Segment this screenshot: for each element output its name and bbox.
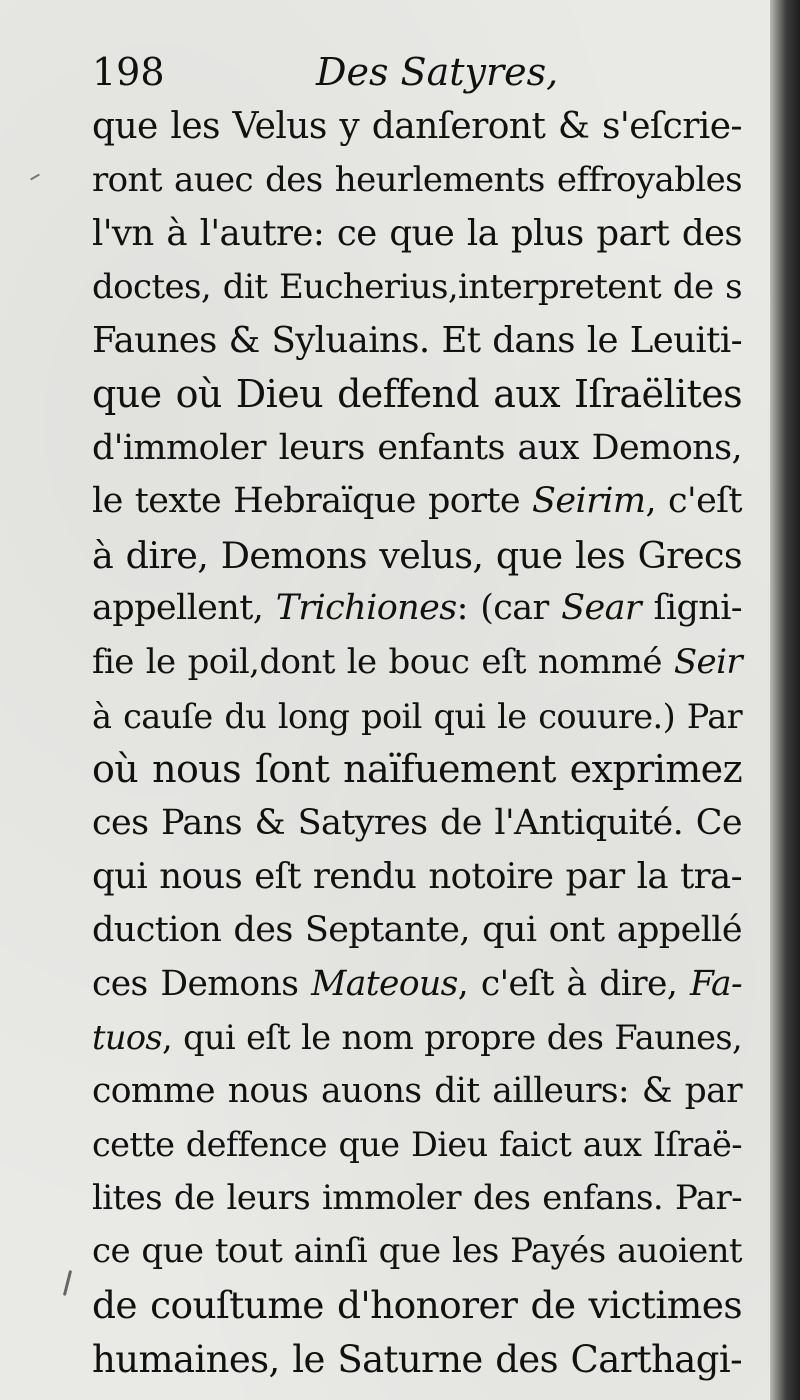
- text-segment: que les Velus y danſeront & s'eſcrie-: [92, 106, 742, 147]
- text-line: [92, 1011, 742, 1065]
- italic-term: Sear: [561, 588, 642, 629]
- italic-term: Mateous: [311, 963, 458, 1004]
- text-line: [92, 1172, 742, 1226]
- text-segment: où nous ſont naïfuement exprimez: [92, 747, 742, 792]
- text-segment: cette deffence que Dieu faict aux Iſraë-: [92, 1125, 742, 1165]
- text-segment: appellent,: [92, 588, 276, 629]
- text-segment: ront auec des heurlements effroyables: [92, 159, 742, 200]
- text-line: [92, 1118, 742, 1172]
- text-line: [92, 582, 742, 636]
- text-segment: comme nous auons dit ailleurs: & par: [92, 1070, 742, 1111]
- text-segment: ces Pans & Satyres de l'Antiquité. Ce: [92, 802, 742, 843]
- italic-term: Seirim: [532, 481, 646, 522]
- text-segment: à dire, Demons velus, que les Grecs: [92, 533, 742, 577]
- body-text: [92, 100, 742, 1386]
- text-line: [92, 690, 742, 744]
- text-line: [92, 904, 742, 958]
- text-line: [92, 100, 742, 154]
- italic-term: Seir: [673, 641, 742, 682]
- italic-term: tuos: [92, 1018, 162, 1058]
- text-segment: le texte Hebraïque porte: [92, 481, 533, 522]
- text-line: [92, 797, 742, 851]
- text-segment: ſigni-: [641, 588, 743, 629]
- text-segment: qui nous eſt rendu notoire par la tra-: [92, 856, 742, 898]
- text-line: [92, 261, 742, 315]
- text-line: [92, 958, 742, 1012]
- text-line: [92, 422, 742, 476]
- text-segment: , c'eſt: [645, 481, 743, 522]
- running-head: [92, 44, 742, 100]
- margin-mark: [30, 174, 40, 181]
- page-number: 198: [92, 50, 165, 94]
- text-line: [92, 1279, 742, 1333]
- text-segment: fie le poil,dont le bouc eſt nommé: [92, 641, 674, 682]
- text-segment: d'immoler leurs enfants aux Demons,: [92, 427, 742, 468]
- text-line: [92, 207, 742, 261]
- text-segment: de couſtume d'honorer de victimes: [92, 1283, 742, 1328]
- text-line: [92, 368, 742, 422]
- text-segment: , qui eſt le nom propre des Faunes,: [162, 1018, 742, 1058]
- text-segment: que où Dieu deffend aux Iſraëlites: [92, 371, 742, 416]
- text-line: [92, 314, 742, 368]
- italic-term: Fa-: [689, 963, 743, 1004]
- running-title: Des Satyres,: [316, 50, 559, 94]
- margin-mark: [63, 1270, 72, 1296]
- text-line: [92, 636, 742, 690]
- text-line: [92, 743, 742, 797]
- text-segment: Faunes & Syluains. Et dans le Leuiti-: [92, 320, 742, 362]
- text-segment: ces Demons: [92, 963, 312, 1004]
- text-segment: lites de leurs immoler des enfans. Par-: [92, 1177, 742, 1218]
- text-line: [92, 850, 742, 904]
- text-line: [92, 1225, 742, 1279]
- text-segment: : (car: [456, 588, 562, 629]
- text-line: [92, 1065, 742, 1119]
- text-line: [92, 154, 742, 208]
- page-gutter-shadow: [770, 0, 800, 1400]
- text-segment: humaines, le Saturne des Carthagi-: [92, 1337, 742, 1381]
- text-segment: doctes, dit Eucherius,interpretent de s: [92, 266, 742, 307]
- text-line: [92, 1333, 742, 1387]
- page-text-block: [92, 44, 742, 1386]
- text-line: [92, 475, 742, 529]
- text-segment: l'vn à l'autre: ce que la plus part des: [92, 213, 742, 255]
- text-segment: duction des Septante, qui ont appellé: [92, 909, 742, 950]
- italic-term: Trichiones: [275, 588, 457, 629]
- text-line: [92, 529, 742, 583]
- text-segment: ce que tout ainſi que les Payés auoient: [92, 1231, 742, 1272]
- text-segment: , c'eſt à dire,: [457, 963, 690, 1004]
- text-segment: à cauſe du long poil qui le couure.) Par: [92, 696, 742, 736]
